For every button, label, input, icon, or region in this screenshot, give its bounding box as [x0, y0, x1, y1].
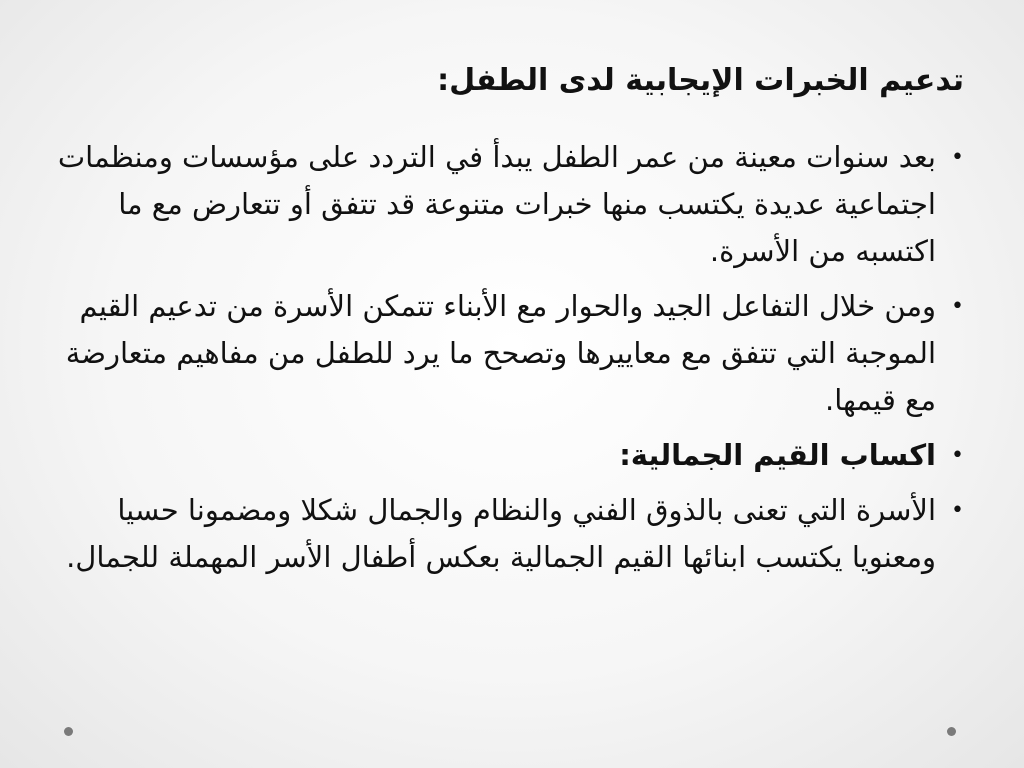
- bullet-item: [44, 283, 964, 424]
- bullet-text: بعد سنوات معينة من عمر الطفل يبدأ في التردد على مؤسسات ومنظمات اجتماعية عديدة يكتسب منها خبرات متنوعة قد تتفق أو تتعارض مع ما اكتسبه من الأسرة.: [57, 140, 936, 268]
- bullet-dot-icon: •: [951, 145, 964, 170]
- decorative-dot-right: [947, 727, 956, 736]
- bullet-dot-icon: •: [951, 294, 964, 319]
- bullet-heading-text: اكساب القيم الجمالية:: [619, 438, 936, 472]
- slide-title: تدعيم الخبرات الإيجابية لدى الطفل:: [437, 63, 964, 98]
- bullet-item: [44, 134, 964, 275]
- bullet-dot-icon: •: [951, 498, 964, 523]
- bullet-item: [44, 487, 964, 581]
- bullet-dot-icon: •: [951, 443, 964, 468]
- bullet-item-heading: [44, 432, 964, 479]
- bullet-list: [44, 134, 964, 589]
- bullet-text: ومن خلال التفاعل الجيد والحوار مع الأبناء تتمكن الأسرة من تدعيم القيم الموجبة التي تتفق مع معاييرها وتصحح ما يرد للطفل من مفاهيم متعارضة مع قيمها.: [65, 289, 936, 417]
- bullet-text: الأسرة التي تعنى بالذوق الفني والنظام والجمال شكلا ومضمونا حسيا ومعنويا يكتسب ابنائها القيم الجمالية بعكس أطفال الأسر المهملة للجمال.: [66, 493, 936, 574]
- decorative-dot-left: [64, 727, 73, 736]
